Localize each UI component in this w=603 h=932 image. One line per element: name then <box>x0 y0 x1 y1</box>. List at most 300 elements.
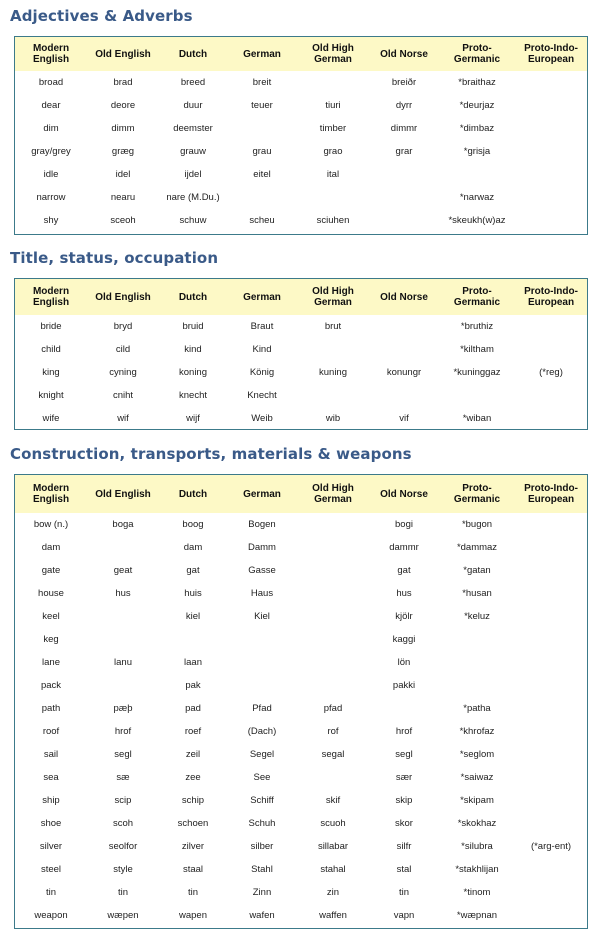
table-cell: *gatan <box>463 565 491 576</box>
section-title: Adjectives & Adverbs <box>10 7 193 25</box>
table-row <box>15 536 587 559</box>
table-row <box>15 605 587 628</box>
table-row <box>15 361 587 384</box>
table-cell: geat <box>113 565 133 576</box>
table-row <box>15 766 587 789</box>
table-cell <box>515 881 587 904</box>
table-cell <box>515 674 587 697</box>
table-cell: staal <box>182 864 204 875</box>
table-row <box>15 94 587 117</box>
table-cell: græg <box>111 146 135 157</box>
table-cell: Bogen <box>248 519 276 530</box>
table-row <box>15 812 587 835</box>
table-row <box>15 720 587 743</box>
table-cell: wife <box>42 413 60 424</box>
table-cell <box>227 674 297 697</box>
table-cell <box>515 582 587 605</box>
table-cell: nare (M.Du.) <box>166 192 220 203</box>
table-cell <box>515 651 587 674</box>
table-cell: zin <box>326 887 340 898</box>
table-cell: pack <box>40 680 62 691</box>
table-cell: keel <box>42 611 60 622</box>
table-row <box>15 674 587 697</box>
table-cell <box>369 209 439 232</box>
table-cell: bryd <box>113 321 133 332</box>
table-cell: schuw <box>179 215 207 226</box>
table-cell <box>297 651 369 674</box>
table-cell: wib <box>325 413 341 424</box>
table-row <box>15 186 587 209</box>
table-frame <box>14 36 588 235</box>
table-cell: *deurjaz <box>459 100 495 111</box>
table-row <box>15 628 587 651</box>
table-cell: tiuri <box>325 100 341 111</box>
table-cell <box>297 513 369 536</box>
table-cell: broad <box>38 77 64 88</box>
table-cell <box>87 628 159 651</box>
table-row <box>15 513 587 536</box>
table-cell: pæþ <box>113 703 133 714</box>
table-cell: Segel <box>249 749 275 760</box>
table-cell: lanu <box>114 657 132 668</box>
table-cell <box>515 812 587 835</box>
column-header: Modern English <box>15 279 87 315</box>
table-row <box>15 315 587 338</box>
table-cell: segl <box>114 749 132 760</box>
column-header: Proto-Indo-European <box>515 475 587 513</box>
table-cell: grau <box>252 146 272 157</box>
table-cell <box>515 140 587 163</box>
table-cell: house <box>38 588 64 599</box>
table-cell: ital <box>326 169 340 180</box>
table-cell: Pfad <box>252 703 272 714</box>
table-cell: gat <box>397 565 411 576</box>
table-cell <box>297 559 369 582</box>
table-cell: kuning <box>319 367 347 378</box>
table-cell: hus <box>115 588 131 599</box>
column-header: Old English <box>87 279 159 315</box>
table-cell: boga <box>112 519 134 530</box>
table-cell <box>515 338 587 361</box>
table-cell: *silubra <box>461 841 493 852</box>
table-cell: kiel <box>185 611 201 622</box>
table-cell: keg <box>43 634 59 645</box>
table-cell: koning <box>179 367 207 378</box>
table-cell: *grisja <box>463 146 491 157</box>
table-cell: *bruthiz <box>460 321 494 332</box>
table-cell: knight <box>38 390 64 401</box>
table-cell: *khrofaz <box>459 726 495 737</box>
table-frame <box>14 474 588 929</box>
table-cell <box>515 71 587 94</box>
table-cell: dyrr <box>395 100 413 111</box>
table-cell: laan <box>184 657 202 668</box>
table-cell <box>227 628 297 651</box>
table-cell: style <box>113 864 133 875</box>
table-cell <box>515 697 587 720</box>
table-cell: brut <box>324 321 342 332</box>
table-cell: dammr <box>389 542 419 553</box>
table-cell: zilver <box>181 841 205 852</box>
table-cell: *bugon <box>461 519 493 530</box>
table-cell: idle <box>43 169 59 180</box>
table-cell: segal <box>321 749 345 760</box>
table-cell <box>297 628 369 651</box>
table-cell: Schiff <box>250 795 274 806</box>
table-cell: zeil <box>185 749 201 760</box>
table-cell <box>369 163 439 186</box>
table-cell: *wiban <box>462 413 492 424</box>
table-cell: sea <box>43 772 59 783</box>
table-cell: king <box>42 367 60 378</box>
table-cell: wapen <box>179 910 207 921</box>
table-cell: Schuh <box>248 818 276 829</box>
table-cell <box>515 743 587 766</box>
table-cell <box>369 315 439 338</box>
table-cell: hrof <box>395 726 413 737</box>
table-cell: grar <box>395 146 413 157</box>
table-cell: (*reg) <box>539 367 563 378</box>
table-cell: huis <box>184 588 202 599</box>
table-cell <box>297 71 369 94</box>
column-header: Old English <box>87 37 159 71</box>
table-cell: Damm <box>248 542 276 553</box>
table-header-row <box>15 475 587 513</box>
table-cell: wafen <box>249 910 275 921</box>
table-cell: *kiltham <box>460 344 494 355</box>
table-cell: silfr <box>396 841 412 852</box>
table-cell: *skokhaz <box>457 818 497 829</box>
table-cell: *skeukh(w)az <box>448 215 506 226</box>
table-cell: See <box>253 772 271 783</box>
table-cell <box>515 559 587 582</box>
table-cell: dear <box>41 100 61 111</box>
table-row <box>15 559 587 582</box>
table-row <box>15 338 587 361</box>
column-header: Proto-Germanic <box>439 37 515 71</box>
table-cell <box>515 209 587 232</box>
table-cell: Knecht <box>247 390 277 401</box>
table-cell: stahal <box>320 864 346 875</box>
column-header: Dutch <box>159 279 227 315</box>
table-cell <box>369 338 439 361</box>
table-cell: sceoh <box>110 215 136 226</box>
table-cell: *seglom <box>459 749 495 760</box>
table-cell: vif <box>399 413 409 424</box>
table-cell: *skipam <box>460 795 494 806</box>
table-cell: skip <box>395 795 413 806</box>
table-cell: breed <box>180 77 206 88</box>
table-cell: *dammaz <box>456 542 498 553</box>
section-title: Title, status, occupation <box>10 249 219 267</box>
table-cell <box>515 789 587 812</box>
table-cell: dim <box>43 123 59 134</box>
table-cell: pak <box>185 680 201 691</box>
table-row <box>15 858 587 881</box>
section-title: Construction, transports, materials & weapons <box>10 445 412 463</box>
table-cell: bow (n.) <box>33 519 69 530</box>
table-cell: cild <box>115 344 131 355</box>
table-frame <box>14 278 588 430</box>
table-cell: brad <box>113 77 133 88</box>
table-header-row <box>15 37 587 71</box>
table-cell: cyning <box>109 367 137 378</box>
table-cell: tin <box>117 887 129 898</box>
table-cell <box>515 628 587 651</box>
table-cell: *kuninggaz <box>453 367 501 378</box>
table-cell <box>297 338 369 361</box>
table-cell: sæ <box>116 772 130 783</box>
table-cell: bride <box>40 321 62 332</box>
table-cell: pakki <box>392 680 416 691</box>
table-row <box>15 582 587 605</box>
table-row <box>15 651 587 674</box>
table-cell: scip <box>114 795 132 806</box>
table-cell: ijdel <box>184 169 202 180</box>
table-cell <box>297 605 369 628</box>
table-cell <box>439 651 515 674</box>
table-cell: hus <box>396 588 412 599</box>
table-cell: grao <box>323 146 343 157</box>
table-cell: skif <box>325 795 341 806</box>
table-row <box>15 384 587 407</box>
table-cell <box>515 94 587 117</box>
column-header: Old High German <box>297 37 369 71</box>
table-cell: tin <box>398 887 410 898</box>
table-cell <box>227 117 297 140</box>
table-cell: sciuhen <box>316 215 350 226</box>
column-header: German <box>227 37 297 71</box>
column-header: German <box>227 475 297 513</box>
table-cell: rof <box>327 726 339 737</box>
table-cell: scheu <box>249 215 275 226</box>
table-cell: (Dach) <box>247 726 277 737</box>
table-cell <box>297 186 369 209</box>
table-cell: *patha <box>463 703 491 714</box>
table-cell <box>515 407 587 430</box>
table-cell: path <box>41 703 61 714</box>
table-cell: dam <box>41 542 61 553</box>
table-cell: scoh <box>112 818 134 829</box>
vocabulary-table <box>15 475 587 927</box>
table-cell: gray/grey <box>31 146 71 157</box>
column-header: Proto-Germanic <box>439 279 515 315</box>
column-header: Proto-Indo-European <box>515 37 587 71</box>
table-cell: *stakhlijan <box>455 864 499 875</box>
table-cell: Stahl <box>251 864 273 875</box>
table-cell <box>439 384 515 407</box>
table-cell <box>515 536 587 559</box>
table-cell: (*arg-ent) <box>530 841 572 852</box>
table-cell <box>515 720 587 743</box>
table-cell <box>369 697 439 720</box>
table-cell: ship <box>42 795 60 806</box>
table-cell: *tinom <box>463 887 491 898</box>
column-header: Old High German <box>297 279 369 315</box>
table-cell <box>87 536 159 559</box>
table-cell: pfad <box>323 703 343 714</box>
table-cell: hrof <box>114 726 132 737</box>
table-cell: deore <box>110 100 136 111</box>
table-cell: wæpen <box>107 910 139 921</box>
table-cell: tin <box>187 887 199 898</box>
table-cell: kind <box>184 344 202 355</box>
table-cell: konungr <box>386 367 422 378</box>
table-cell <box>297 384 369 407</box>
table-cell: *narwaz <box>459 192 495 203</box>
table-cell: grauw <box>180 146 206 157</box>
table-row <box>15 209 587 232</box>
table-cell: nearu <box>110 192 136 203</box>
table-cell <box>297 536 369 559</box>
table-cell <box>439 163 515 186</box>
table-cell: silber <box>250 841 274 852</box>
table-cell: shoe <box>40 818 62 829</box>
table-cell: tin <box>45 887 57 898</box>
vocabulary-table <box>15 37 587 232</box>
table-cell <box>297 582 369 605</box>
table-cell: timber <box>319 123 347 134</box>
table-cell: child <box>41 344 61 355</box>
table-cell: *wæpnan <box>456 910 498 921</box>
table-cell <box>515 858 587 881</box>
table-cell: wijf <box>186 413 200 424</box>
table-cell: skor <box>395 818 413 829</box>
table-cell: duur <box>183 100 203 111</box>
column-header: Modern English <box>15 37 87 71</box>
table-row <box>15 743 587 766</box>
table-cell: roof <box>42 726 60 737</box>
table-cell <box>439 628 515 651</box>
table-cell <box>227 186 297 209</box>
table-cell: gat <box>186 565 200 576</box>
table-cell: pad <box>185 703 201 714</box>
table-cell: dam <box>183 542 203 553</box>
table-header-row <box>15 279 587 315</box>
table-cell <box>369 384 439 407</box>
column-header: German <box>227 279 297 315</box>
table-cell: *braithaz <box>458 77 496 88</box>
table-cell: waffen <box>319 910 347 921</box>
table-cell: sær <box>395 772 413 783</box>
table-cell: Braut <box>250 321 274 332</box>
table-row <box>15 881 587 904</box>
table-cell: wif <box>117 413 129 424</box>
table-cell: lane <box>42 657 60 668</box>
table-cell: gate <box>41 565 61 576</box>
table-cell <box>297 766 369 789</box>
table-cell: schip <box>181 795 205 806</box>
table-cell <box>515 315 587 338</box>
table-cell: kaggi <box>392 634 416 645</box>
table-cell <box>159 628 227 651</box>
table-cell: silver <box>39 841 63 852</box>
table-cell: dimm <box>111 123 135 134</box>
table-cell <box>297 674 369 697</box>
column-header: Proto-Indo-European <box>515 279 587 315</box>
table-cell: boog <box>182 519 204 530</box>
table-cell: lön <box>397 657 411 668</box>
column-header: Dutch <box>159 37 227 71</box>
table-cell: Weib <box>251 413 273 424</box>
table-cell: Kind <box>252 344 272 355</box>
table-cell: *husan <box>462 588 492 599</box>
table-row <box>15 697 587 720</box>
table-row <box>15 904 587 927</box>
table-cell <box>369 186 439 209</box>
vocabulary-table <box>15 279 587 430</box>
column-header: Modern English <box>15 475 87 513</box>
table-cell: narrow <box>36 192 66 203</box>
table-cell: vapn <box>393 910 415 921</box>
table-row <box>15 789 587 812</box>
table-cell: steel <box>40 864 62 875</box>
table-cell: *keluz <box>464 611 490 622</box>
table-cell: idel <box>115 169 131 180</box>
table-cell <box>515 117 587 140</box>
table-cell: segl <box>395 749 413 760</box>
table-cell <box>515 163 587 186</box>
table-cell: seolfor <box>108 841 138 852</box>
table-cell: eitel <box>253 169 271 180</box>
table-cell: breit <box>252 77 272 88</box>
table-cell: scuoh <box>320 818 346 829</box>
table-row <box>15 140 587 163</box>
table-cell: stal <box>396 864 412 875</box>
table-cell <box>87 605 159 628</box>
table-cell: knecht <box>179 390 207 401</box>
table-cell: sillabar <box>317 841 349 852</box>
table-row <box>15 71 587 94</box>
table-cell <box>439 674 515 697</box>
column-header: Old Norse <box>369 475 439 513</box>
column-header: Old Norse <box>369 279 439 315</box>
table-cell: sail <box>43 749 59 760</box>
table-cell: deemster <box>173 123 213 134</box>
table-cell: König <box>249 367 275 378</box>
table-cell: bogi <box>395 519 413 530</box>
table-cell: Haus <box>250 588 274 599</box>
table-cell <box>87 674 159 697</box>
table-cell: shy <box>43 215 59 226</box>
column-header: Dutch <box>159 475 227 513</box>
table-cell: Gasse <box>248 565 276 576</box>
table-cell: breiðr <box>391 77 417 88</box>
table-cell: *dimbaz <box>459 123 495 134</box>
table-cell: teuer <box>251 100 273 111</box>
table-row <box>15 835 587 858</box>
table-cell: weapon <box>34 910 68 921</box>
table-row <box>15 117 587 140</box>
table-cell <box>515 384 587 407</box>
column-header: Old High German <box>297 475 369 513</box>
table-cell: *saiwaz <box>460 772 494 783</box>
column-header: Proto-Germanic <box>439 475 515 513</box>
table-cell <box>515 186 587 209</box>
table-cell: roef <box>184 726 202 737</box>
table-cell <box>515 904 587 927</box>
table-cell <box>515 513 587 536</box>
table-row <box>15 407 587 430</box>
table-cell: Kiel <box>254 611 270 622</box>
table-cell: kjölr <box>395 611 413 622</box>
table-cell <box>515 605 587 628</box>
column-header: Old Norse <box>369 37 439 71</box>
table-cell: bruid <box>182 321 204 332</box>
table-cell: cniht <box>112 390 134 401</box>
column-header: Old English <box>87 475 159 513</box>
table-cell <box>515 766 587 789</box>
